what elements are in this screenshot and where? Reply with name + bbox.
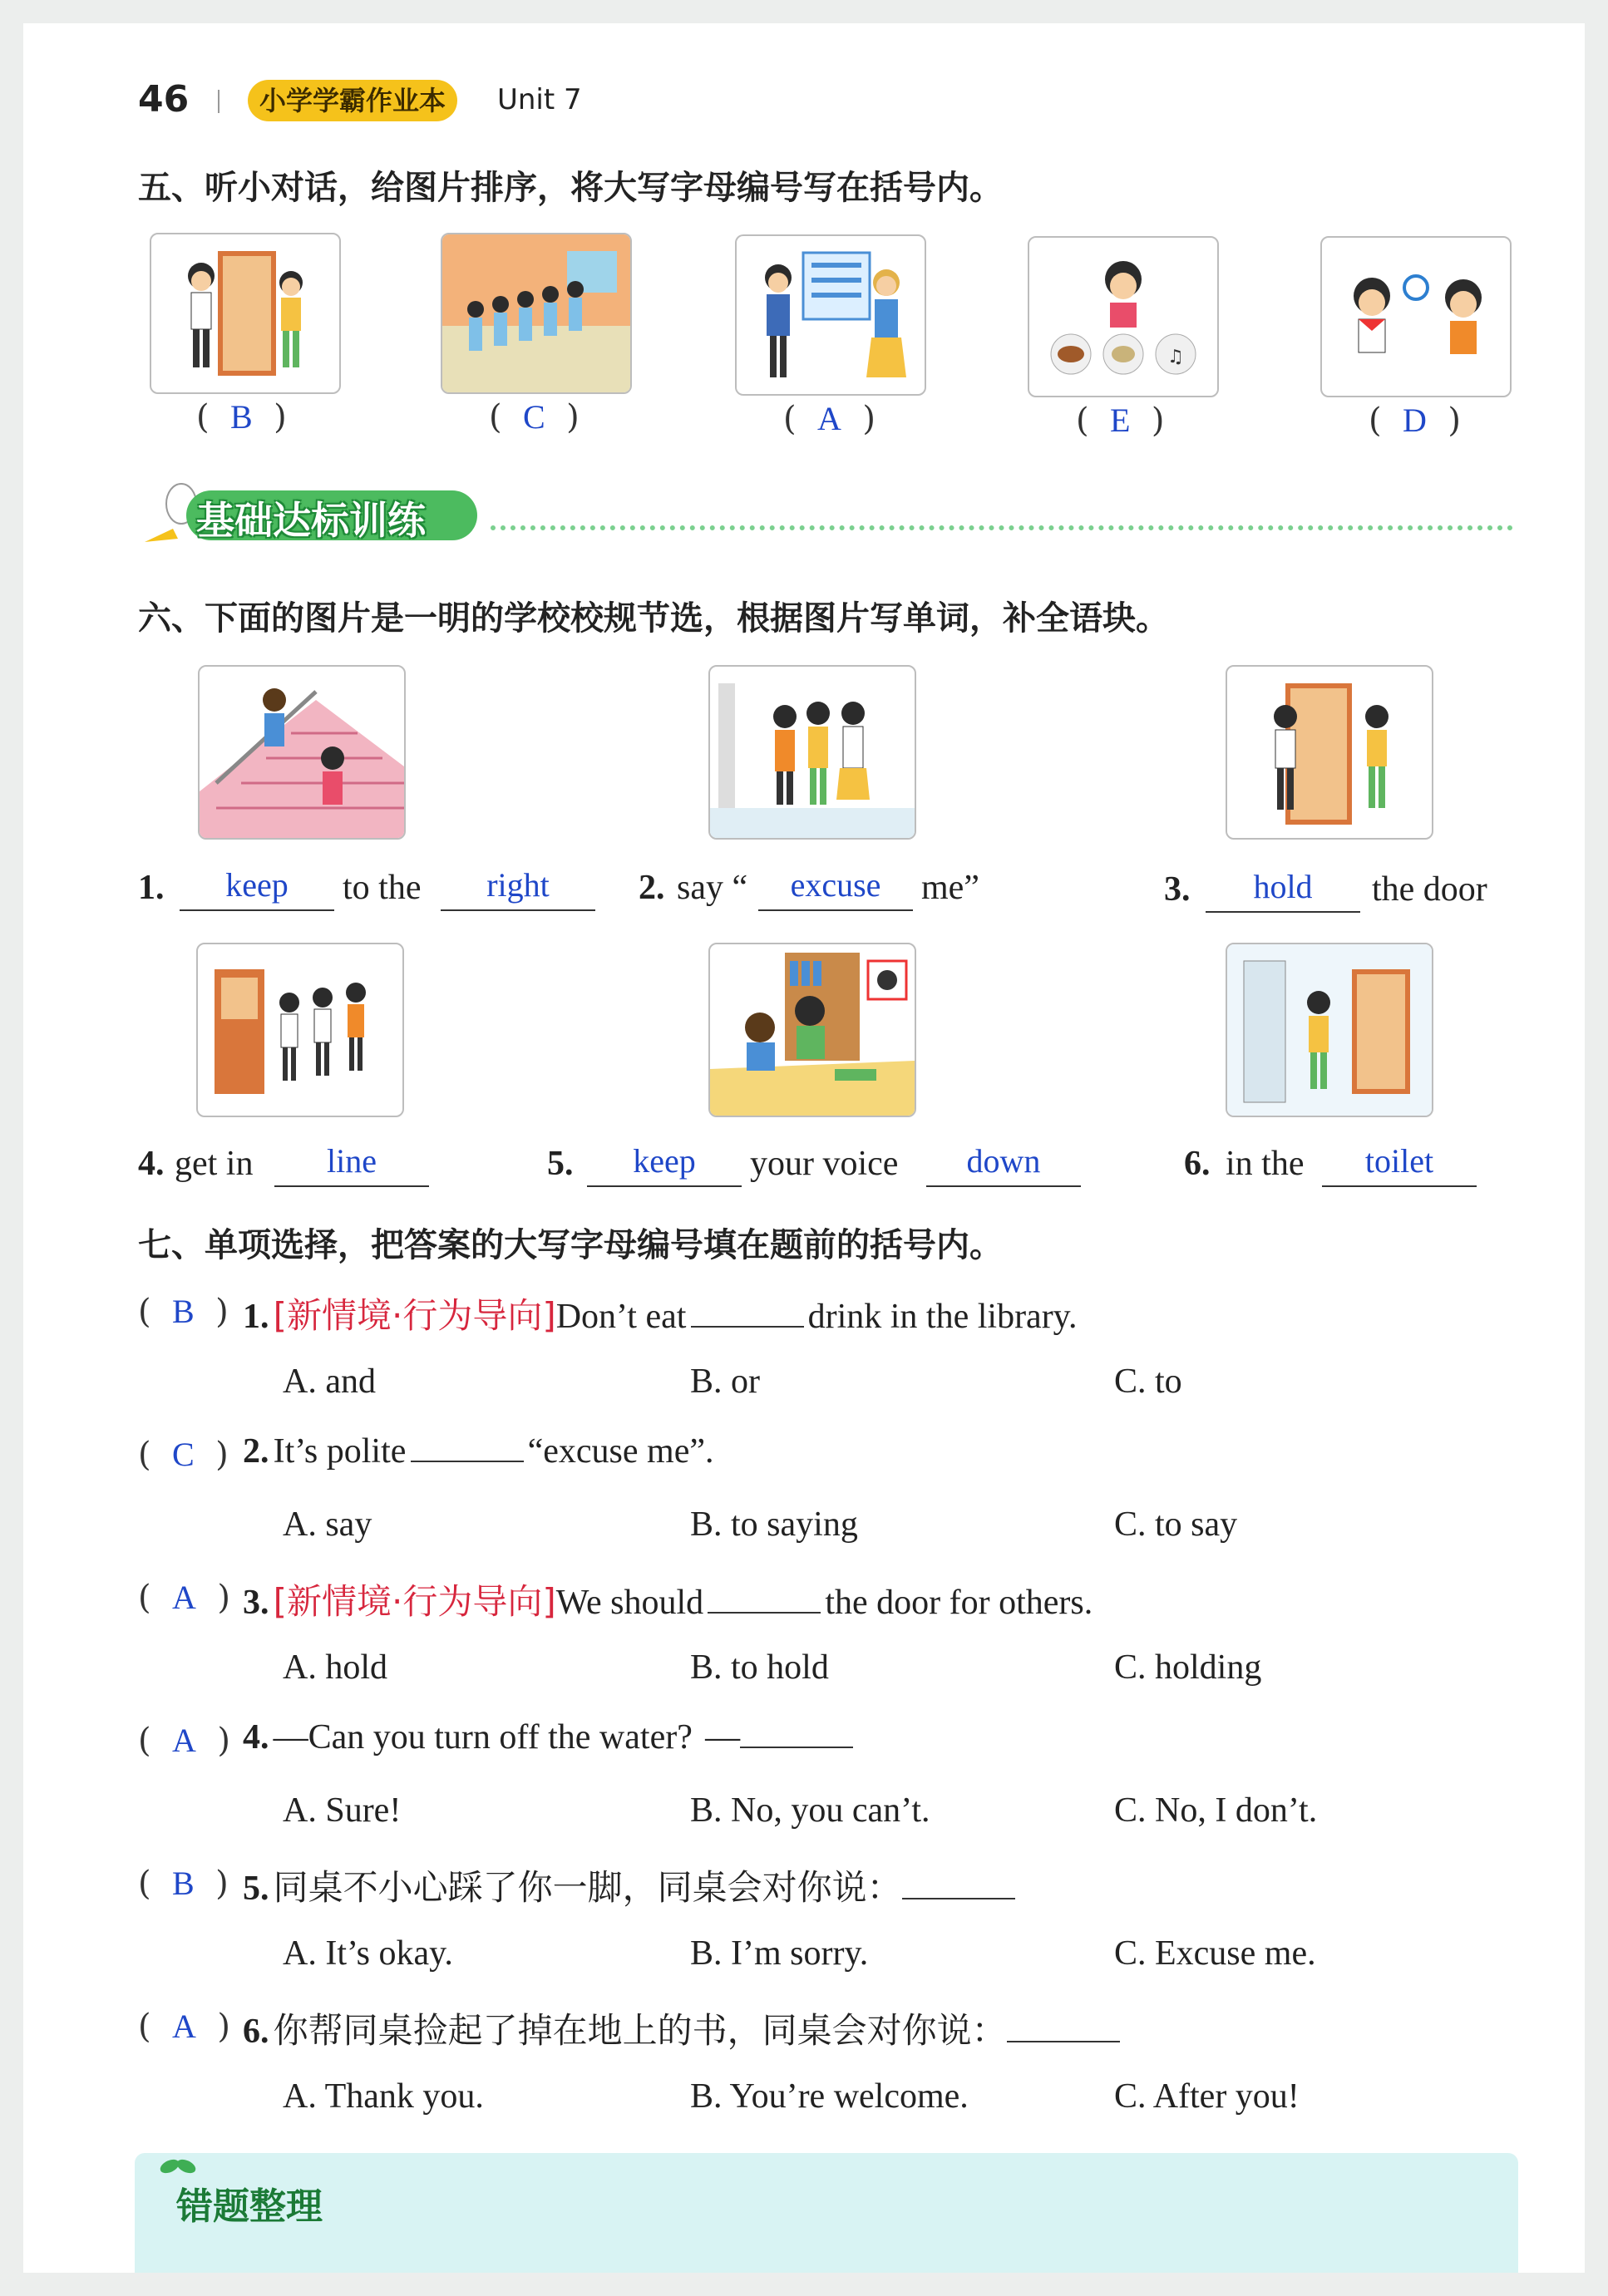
answer-paren-1: ( B ) [196, 398, 287, 436]
question-number: 3. [243, 1584, 269, 1622]
question-stem: It’s polite [273, 1432, 407, 1471]
item-text: say “ [677, 869, 748, 907]
question-answer: A [172, 1722, 196, 1759]
blank-answer: right [486, 866, 550, 904]
page-number: 46 [138, 78, 190, 121]
question-stem: —Can you turn off the water? [273, 1718, 693, 1756]
picture-hold-the-door [1226, 665, 1433, 840]
option-a: A. say [283, 1505, 372, 1544]
blank-line [274, 1142, 429, 1187]
question-2 [243, 1431, 713, 1471]
section5-title: 五、听小对话，给图片排序，将大写字母编号写在括号内。 [138, 169, 1003, 207]
picture-excuse-me [708, 665, 916, 840]
option-b: B. to hold [690, 1648, 829, 1687]
banner-label: 基础达标训练 [196, 498, 426, 543]
item-text: in the [1226, 1145, 1305, 1183]
question-number: 4. [243, 1718, 269, 1756]
picture-girl-items [1028, 236, 1219, 397]
option-a: A. hold [283, 1648, 387, 1687]
question-answer: B [172, 1865, 195, 1902]
question-tag: [新情境·行为导向] [273, 1581, 556, 1622]
blank-answer: down [966, 1142, 1041, 1180]
blank-line [587, 1142, 742, 1187]
question-answer-paren: ( A ) [138, 1579, 230, 1617]
answer-value: B [230, 398, 253, 436]
book-title-badge: 小学学霸作业本 [248, 80, 457, 121]
option-c: C. to say [1114, 1505, 1238, 1544]
question-number: 2. [243, 1432, 269, 1471]
blank-answer: toilet [1364, 1142, 1434, 1180]
item-number: 6. [1184, 1145, 1211, 1183]
blank-answer: line [327, 1142, 377, 1180]
option-c: C. No, I don’t. [1114, 1791, 1318, 1830]
question-6 [243, 2003, 1120, 2053]
question-blank [691, 1298, 804, 1328]
item-text: to the [343, 869, 422, 907]
answer-value: D [1403, 402, 1427, 439]
option-c: C. Excuse me. [1114, 1934, 1316, 1973]
question-answer: C [172, 1436, 195, 1473]
section7-title: 七、单项选择，把答案的大写字母编号填在题前的括号内。 [138, 1226, 1003, 1264]
question-stem: “excuse me”. [527, 1432, 714, 1471]
question-stem: drink in the library. [807, 1298, 1078, 1336]
question-stem: We should [555, 1584, 704, 1622]
picture-toilet [1226, 943, 1433, 1117]
question-3 [243, 1574, 1093, 1624]
blank-line [441, 866, 595, 911]
answer-value: C [523, 398, 545, 436]
option-c: C. to [1114, 1362, 1182, 1401]
blank-line [1322, 1142, 1477, 1187]
picture-rules-chart [735, 234, 926, 396]
option-a: A. Sure! [283, 1791, 402, 1830]
question-blank [411, 1432, 524, 1462]
option-b: B. I’m sorry. [690, 1934, 869, 1973]
question-blank [902, 1870, 1015, 1899]
question-1 [243, 1288, 1077, 1338]
banner-dotted-line [491, 525, 1513, 530]
option-b: B. to saying [690, 1505, 858, 1544]
question-answer-paren: ( C ) [138, 1436, 229, 1474]
question-tag: [新情境·行为导向] [273, 1295, 556, 1336]
option-a: A. Thank you. [283, 2077, 484, 2116]
question-5 [243, 1860, 1015, 1910]
item-number: 2. [639, 869, 665, 907]
section6-title: 六、下面的图片是一明的学校校规节选，根据图片写单词，补全语块。 [138, 599, 1169, 638]
question-blank [1007, 2013, 1120, 2042]
answer-paren-5: ( D ) [1369, 402, 1461, 440]
unit-label: Unit 7 [497, 83, 582, 116]
question-answer: A [172, 1579, 196, 1616]
question-4 [243, 1717, 853, 1757]
option-a: A. and [283, 1362, 376, 1401]
option-c: C. After you! [1114, 2077, 1300, 2116]
picture-library-quiet [708, 943, 916, 1117]
question-number: 1. [243, 1298, 269, 1336]
question-number: 5. [243, 1870, 269, 1908]
item-number: 1. [138, 869, 165, 907]
answer-paren-3: ( A ) [783, 400, 876, 438]
question-answer-paren: ( B ) [138, 1865, 229, 1903]
option-b: B. You’re welcome. [690, 2077, 969, 2116]
answer-value: A [817, 400, 841, 437]
option-b: B. No, you can’t. [690, 1791, 930, 1830]
answer-value: E [1110, 402, 1131, 439]
item-text: me” [921, 869, 979, 907]
question-stem: the door for others. [825, 1584, 1093, 1622]
mistake-review-box [135, 2153, 1518, 2273]
blank-answer: keep [225, 866, 289, 904]
question-stem: Don’t eat [555, 1298, 687, 1336]
answer-paren-4: ( E ) [1076, 402, 1165, 440]
picture-stairs [198, 665, 406, 840]
question-answer: B [172, 1293, 195, 1330]
item-number: 4. [138, 1145, 165, 1183]
svg-text:♫: ♫ [1167, 347, 1184, 367]
question-answer-paren: ( A ) [138, 2008, 230, 2046]
blank-answer: hold [1253, 868, 1313, 905]
question-answer-paren: ( B ) [138, 1293, 229, 1331]
answer-paren-2: ( C ) [489, 398, 580, 436]
picture-get-in-line [196, 943, 404, 1117]
item-text: the door [1372, 870, 1487, 909]
question-stem: — [705, 1718, 741, 1756]
item-text: your voice [750, 1145, 899, 1183]
question-blank [740, 1718, 853, 1748]
picture-line-up [441, 233, 632, 394]
item-text: get in [175, 1145, 254, 1183]
option-c: C. holding [1114, 1648, 1262, 1687]
question-stem: 同桌不小心踩了你一脚，同桌会对你说： [273, 1867, 902, 1908]
question-answer: A [172, 2008, 196, 2045]
question-stem: 你帮同桌捡起了掉在地上的书，同桌会对你说： [273, 2010, 1007, 2051]
blank-line [926, 1142, 1081, 1187]
blank-answer: keep [633, 1142, 696, 1180]
option-b: B. or [690, 1362, 760, 1401]
picture-turn-off-tap [1320, 236, 1512, 397]
option-a: A. It’s okay. [283, 1934, 453, 1973]
mistake-review-title: 错题整理 [176, 2185, 323, 2228]
question-answer-paren: ( A ) [138, 1722, 230, 1760]
blank-line [180, 866, 334, 911]
question-blank [708, 1584, 821, 1614]
header-divider [218, 90, 219, 113]
item-number: 5. [547, 1145, 574, 1183]
blank-line [758, 866, 913, 911]
question-number: 6. [243, 2013, 269, 2051]
blank-line [1206, 868, 1360, 913]
picture-hold-door [150, 233, 341, 394]
blank-answer: excuse [790, 866, 881, 904]
item-number: 3. [1164, 870, 1191, 909]
